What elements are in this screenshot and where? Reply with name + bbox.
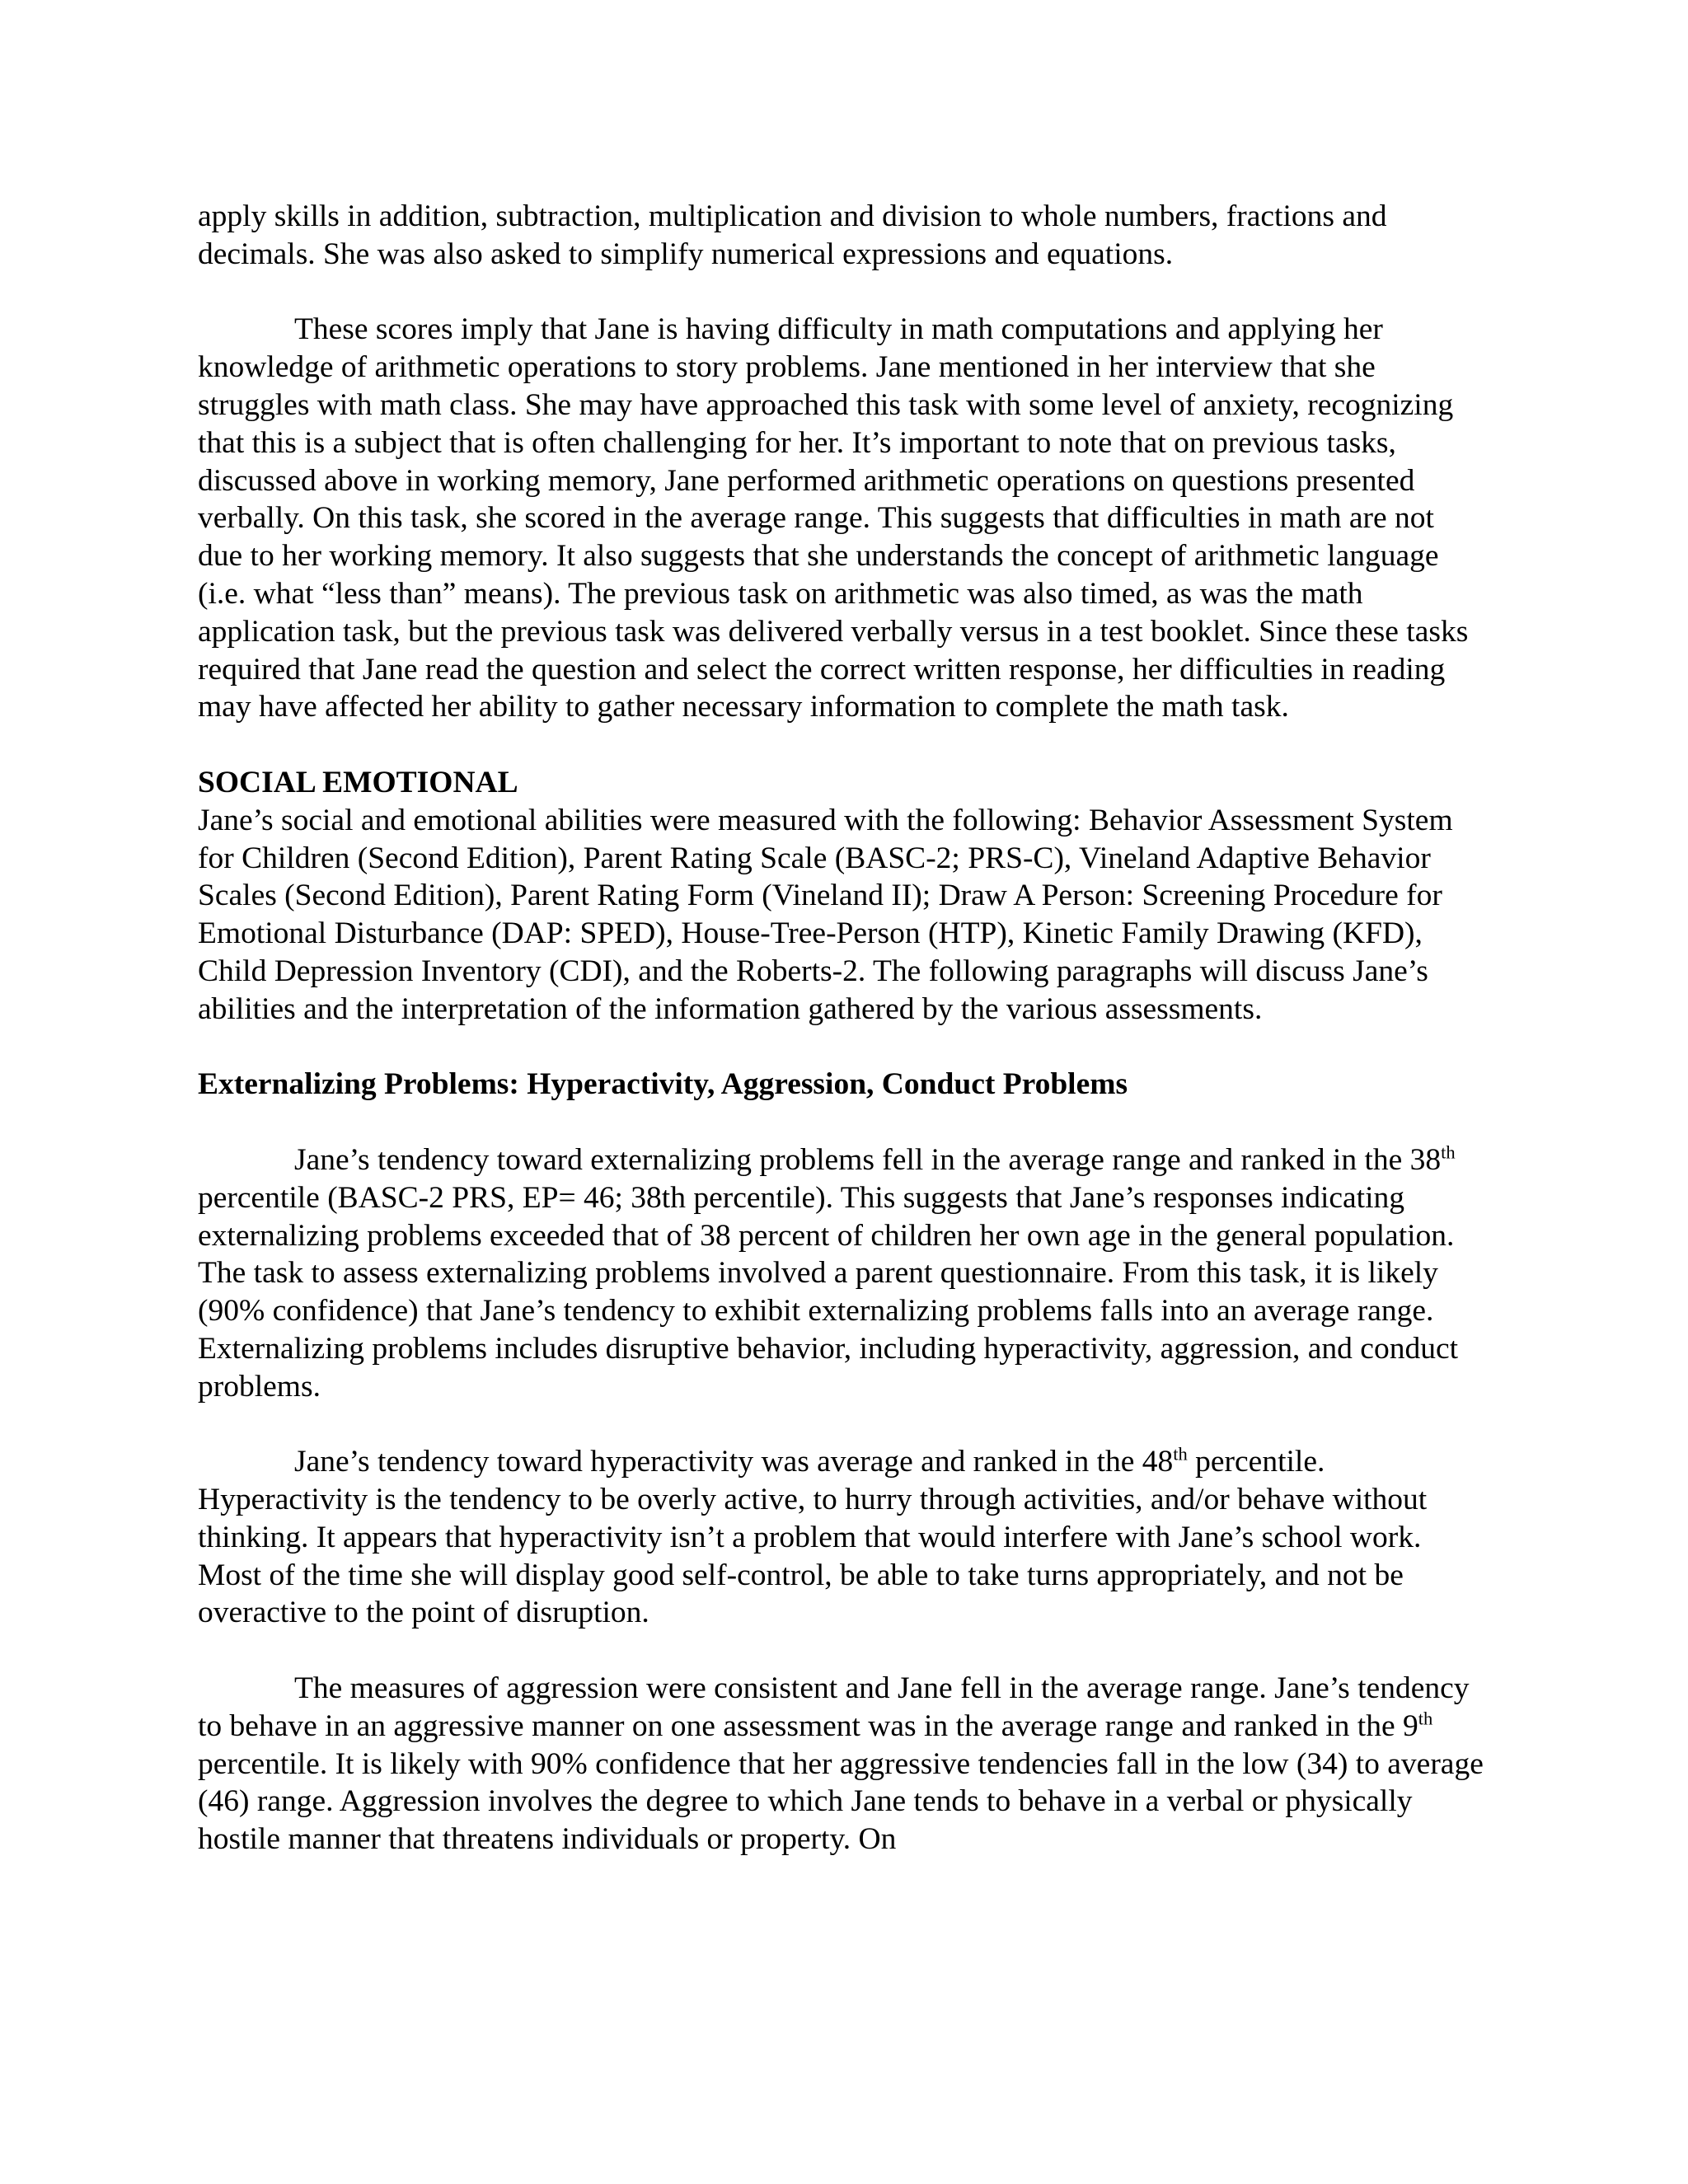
document-body [198,198,1484,1858]
text-segment: Jane’s tendency toward externalizing problems fell in the average range and ranked in the 38 [294,1142,1442,1177]
paragraph-math-interpretation: These scores imply that Jane is having difficulty in math computations and applying her knowledge of arithmetic operations to story problems. Jane mentioned in her interview that she struggles with math class. She may have approached this task with some level of anxiety, recognizing that this is a subject that is often challenging for her. It’s important to note that on previous tasks, discussed above in working memory, Jane performed arithmetic operations on questions presented verbally. On this task, she scored in the average range. This suggests that difficulties in math are not due to her working memory. It also suggests that she understands the concept of arithmetic language (i.e. what “less than” means). The previous task on arithmetic was also timed, as was the math application task, but the previous task was delivered verbally versus in a test booklet. Since these tasks required that Jane read the question and select the correct written response, her difficulties in reading may have affected her ability to gather necessary information to complete the math task. [198,312,1469,724]
ordinal-suffix: th [1441,1141,1456,1163]
paragraph-math-skills: apply skills in addition, subtraction, multiplication and division to whole numbers, fractions and decimals. She was also asked to simplify numerical expressions and equations. [198,199,1387,271]
subheading-externalizing-problems: Externalizing Problems: Hyperactivity, Aggression, Conduct Problems [198,1067,1128,1102]
paragraph-aggression [198,1670,1484,1858]
section-heading-social-emotional: SOCIAL EMOTIONAL [198,765,518,799]
paragraph-social-emotional-intro: Jane’s social and emotional abilities were measured with the following: Behavior Assessment System for Children (Second Edition), Parent Rating Scale (BASC-2; PRS-C), Vineland Adaptive Behavior Scales (Second Edition), Parent Rating Form (Vineland II); Draw A Person: Screening Procedure for Emotional Disturbance (DAP: SPED), House-Tree-Person (HTP), Kinetic Family Drawing (KFD), Child Depression Inventory (CDI), and the Roberts-2. The following paragraphs will discuss Jane’s abilities and the interpretation of the information gathered by the various assessments. [198,803,1453,1026]
text-segment: Jane’s tendency toward hyperactivity was average and ranked in the 48 [294,1445,1174,1479]
paragraph-hyperactivity [198,1443,1484,1632]
text-segment: percentile. It is likely with 90% confidence that her aggressive tendencies fall in the low (34) to average (46) range. Aggression involves the degree to which Jane tends to behave in a verbal or physically hostile manner that threatens individuals or property. On [198,1746,1484,1857]
paragraph-externalizing [198,1141,1484,1406]
text-segment: The measures of aggression were consistent and Jane fell in the average range. Jane’s tendency to behave in an aggressive manner on one assessment was in the average range and ranked in the 9 [198,1671,1470,1743]
text-segment: percentile (BASC-2 PRS, EP= 46; 38th percentile). This suggests that Jane’s responses indicating externalizing problems exceeded that of 38 percent of children her own age in the general population. The task to assess externalizing problems involved a parent questionnaire. From this task, it is likely (90% confidence) that Jane’s tendency to exhibit externalizing problems falls into an average range. Externalizing problems includes disruptive behavior, including hyperactivity, aggression, and conduct problems. [198,1180,1459,1404]
text-segment: percentile. Hyperactivity is the tendency to be overly active, to hurry through activities, and/or behave without thinking. It appears that hyperactivity isn’t a problem that would interfere with Jane’s school work. Most of the time she will display good self-control, be able to take turns appropriately, and not be overactive to the point of disruption. [198,1445,1428,1630]
ordinal-suffix: th [1418,1708,1433,1729]
ordinal-suffix: th [1173,1443,1188,1465]
